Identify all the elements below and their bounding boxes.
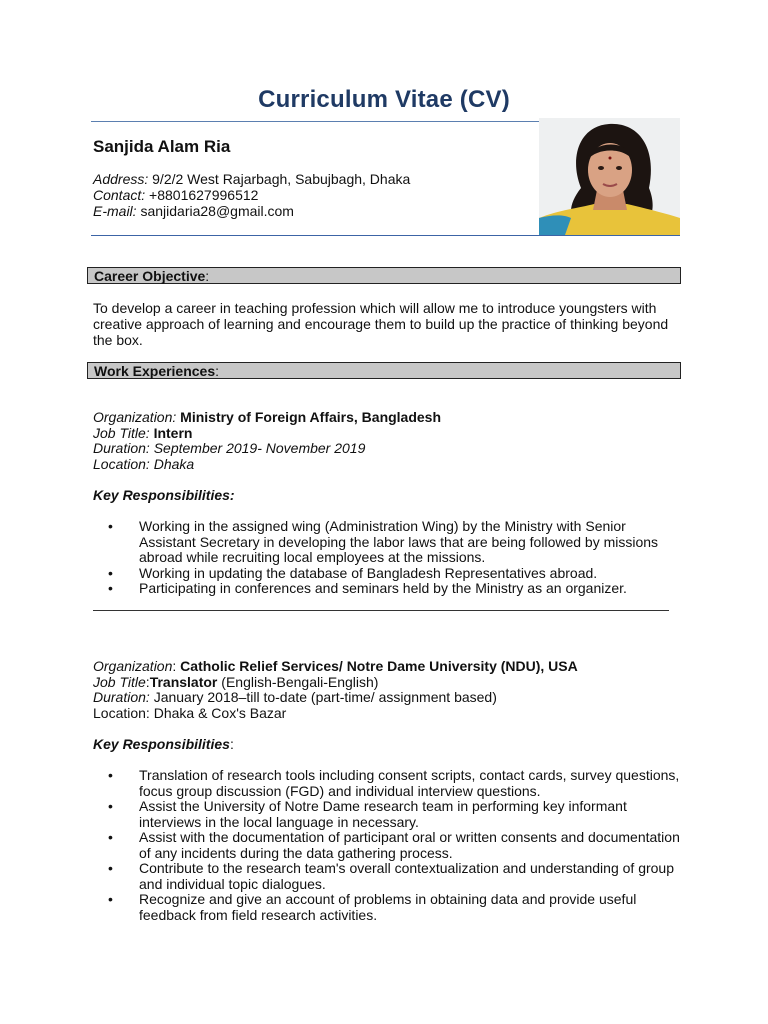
job2-duration: Duration: January 2018–till to-date (part-time/ assignment based) [93, 689, 497, 705]
list-item: • Assist with the documentation of participant oral or written consents and documentation of any incidents during the data gathering process. [93, 830, 683, 861]
job-separator [93, 610, 669, 611]
job2-responsibilities [93, 768, 683, 923]
job1-organization: Organization: Ministry of Foreign Affairs, Bangladesh [93, 409, 442, 425]
job1-duration: Duration: September 2019- November 2019 [93, 440, 366, 456]
list-item: • Assist the University of Notre Dame research team in performing key informant interviews in the local language in necessary. [93, 799, 683, 830]
list-item: • Translation of research tools including consent scripts, contact cards, survey questions, focus group discussion (FGD) and individual interview questions. [93, 768, 683, 799]
job1-responsibilities-heading: Key Responsibilities: [93, 487, 235, 503]
address-line: Address: 9/2/2 West Rajarbagh, Sabujbagh, Dhaka [93, 171, 411, 187]
list-item: • Recognize and give an account of problems in obtaining data and provide useful feedback from field research activities. [93, 892, 683, 923]
header-rule [91, 121, 539, 122]
list-item: • Working in updating the database of Bangladesh Representatives abroad. [93, 566, 683, 582]
candidate-name: Sanjida Alam Ria [93, 137, 231, 156]
email-line: E-mail: sanjidaria28@gmail.com [93, 203, 294, 219]
job2-location: Location: Dhaka & Cox's Bazar [93, 704, 287, 721]
job2-organization: Organization: Catholic Relief Services/ Notre Dame University (NDU), USA [93, 658, 578, 674]
page-title: Curriculum Vitae (CV) [258, 86, 510, 113]
job1-details [93, 410, 441, 472]
section-career-objective: Career Objective: [87, 267, 681, 284]
job1-title: Job Title: Intern [93, 424, 193, 441]
section-work-experiences: Work Experiences: [87, 362, 681, 379]
job2-responsibilities-heading: Key Responsibilities: [93, 736, 234, 752]
job2-title: Job Title:Translator (English-Bengali-English) [93, 673, 379, 690]
list-item: • Working in the assigned wing (Administration Wing) by the Ministry with Senior Assistant Secretary in developing the labor laws that are being followed by missions abroad while recruiting local employees at the missions. [93, 519, 683, 566]
contact-info [93, 171, 410, 219]
job1-responsibilities [93, 519, 683, 597]
list-item: • Participating in conferences and seminars held by the Ministry as an organizer. [93, 581, 683, 597]
header-divider [91, 235, 680, 236]
profile-photo [539, 118, 680, 235]
objective-text: To develop a career in teaching profession which will allow me to introduce youngsters with creative approach of learning and encourage them to build up the practice of thinking beyond the box. [93, 300, 669, 348]
list-item: • Contribute to the research team's overall contextualization and understanding of group and individual topic dialogues. [93, 861, 683, 892]
phone-line: Contact: +8801627996512 [93, 187, 259, 203]
portrait-illustration [539, 118, 680, 235]
job2-details [93, 659, 578, 721]
job1-location: Location: Dhaka [93, 455, 195, 472]
